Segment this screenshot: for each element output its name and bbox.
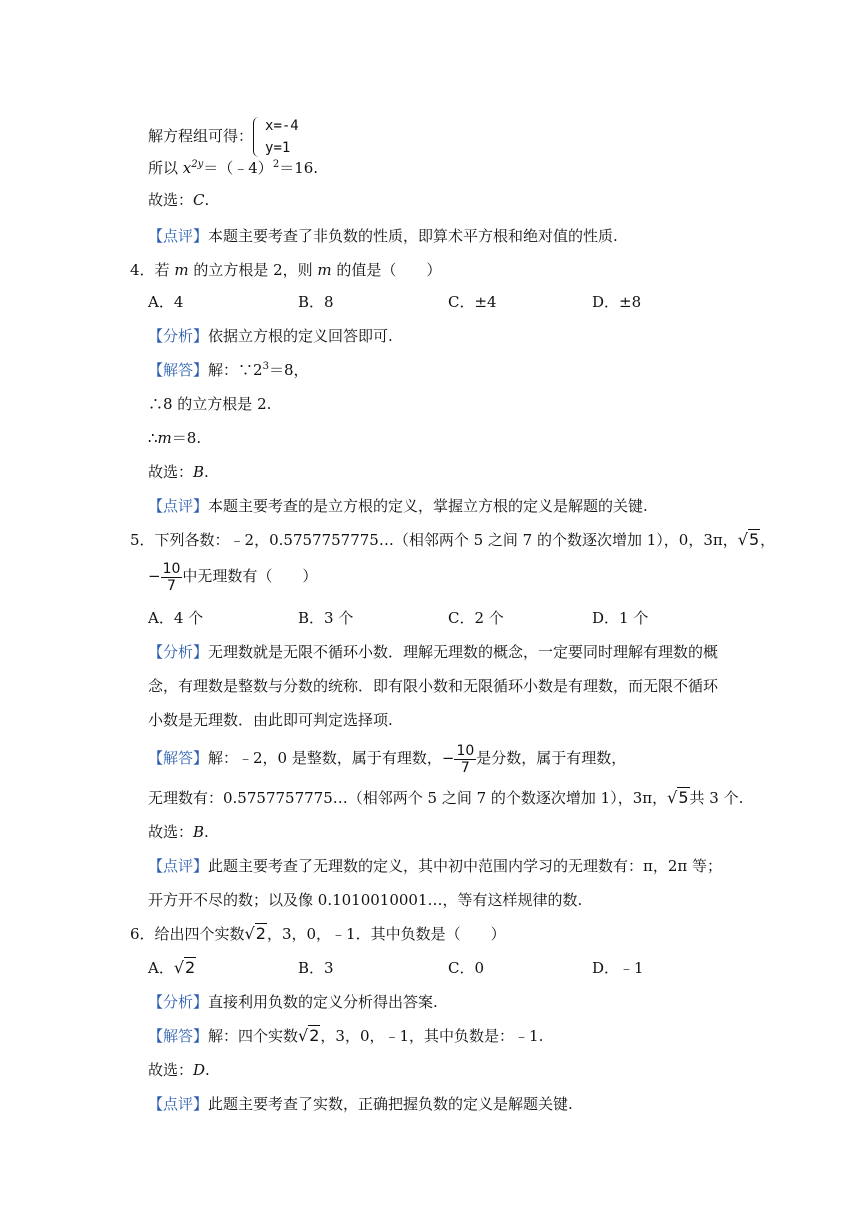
choose-line: 故选：C. — [148, 191, 210, 209]
q6-review: 【点评】此题主要考查了实数，正确把握负数的定义是解题关键. — [148, 1095, 573, 1113]
q5-answer: 【解答】解：﹣2，0 是整数，属于有理数，− $\frac{10}{7}$ 是分数，属于有理数， — [148, 742, 627, 776]
q5-analysis-2: 念，有理数是整数与分数的统称．即有限小数和无限循环小数是有理数，而无限不循环 — [148, 677, 719, 695]
q6-choose: 故选：D. — [148, 1061, 210, 1079]
q6-option-a: A．√2 — [148, 958, 196, 977]
q5-option-d: D．1 个 — [592, 609, 649, 627]
q6-option-b: B．3 — [298, 959, 334, 977]
q6-option-d: D．﹣1 — [592, 959, 644, 977]
q4-option-b: B．8 — [298, 293, 334, 311]
q6-answer: 【解答】解：四个实数√2，3，0，﹣1，其中负数是：﹣1. — [148, 1026, 544, 1045]
sqrt-5: √5 — [667, 788, 689, 807]
q5-option-b: B．3 个 — [298, 609, 354, 627]
fraction-10-7: $\frac{10}{7}$ — [162, 560, 181, 594]
q5-answer-line2: 无理数有：0.5757757775…（相邻两个 5 之间 7 的个数逐次增加 1），3π，√5共 3 个. — [148, 788, 744, 807]
q6-stem: 6．给出四个实数√2，3，0，﹣1．其中负数是（ ） — [130, 924, 506, 943]
q5-analysis-3: 小数是无理数．由此即可判定选择项. — [148, 711, 393, 729]
sqrt-2: √2 — [244, 924, 266, 943]
q4-answer: 【解答】解：$\because 2^3=8$， — [148, 361, 309, 379]
q5-stem: 5．下列各数：﹣2，0.5757757775…（相邻两个 5 之间 7 的个数逐次增加 1），0，3π，√5， — [130, 530, 776, 549]
q4-answer-line2: ∴8 的立方根是 2. — [148, 395, 272, 413]
q4-choose: 故选：B. — [148, 463, 209, 481]
sqrt-5: √5 — [737, 530, 760, 549]
q4-review: 【点评】本题主要考查的是立方根的定义，掌握立方根的定义是解题的关键. — [148, 497, 648, 515]
q5-option-c: C．2 个 — [448, 609, 504, 627]
q5-option-a: A．4 个 — [148, 609, 204, 627]
sqrt-2: √2 — [173, 958, 196, 977]
review-line: 【点评】本题主要考查了非负数的性质，即算术平方根和绝对值的性质. — [148, 227, 618, 245]
q5-review-1: 【点评】此题主要考查了无理数的定义，其中初中范围内学习的无理数有：π，2π 等； — [148, 857, 723, 875]
q4-answer-line3: ∴m＝8. — [148, 429, 202, 447]
q4-analysis: 【分析】依据立方根的定义回答即可. — [148, 327, 393, 345]
q5-review-2: 开方开不尽的数；以及像 0.1010010001…，等有这样规律的数. — [148, 891, 583, 909]
q5-analysis-1: 【分析】无理数就是无限不循环小数．理解无理数的概念，一定要同时理解有理数的概 — [148, 643, 719, 661]
q4-option-a: A．4 — [148, 293, 184, 311]
brace — [253, 117, 262, 157]
q4-stem: 4．若 m 的立方根是 2，则 m 的值是（ ） — [130, 261, 442, 279]
q6-option-c: C．0 — [448, 959, 485, 977]
q5-choose: 故选：B. — [148, 823, 209, 841]
solve-system-line: 解方程组可得： x=-4 y=1 — [148, 114, 299, 159]
q4-option-c: C．±4 — [448, 293, 497, 311]
q6-analysis: 【分析】直接利用负数的定义分析得出答案. — [148, 993, 438, 1011]
fraction-10-7: $\frac{10}{7}$ — [456, 742, 475, 776]
so-line: 所以 $x^{2y}=(﹣4)^2=16$. — [148, 159, 319, 177]
q4-option-d: D．±8 — [592, 293, 642, 311]
sqrt-2: √2 — [298, 1026, 320, 1045]
q5-stem-line2: − $\frac{10}{7}$ 中无理数有（ ） — [148, 560, 318, 594]
review-tag: 【点评】 — [148, 227, 209, 245]
equation-system: x=-4 y=1 — [253, 115, 299, 159]
